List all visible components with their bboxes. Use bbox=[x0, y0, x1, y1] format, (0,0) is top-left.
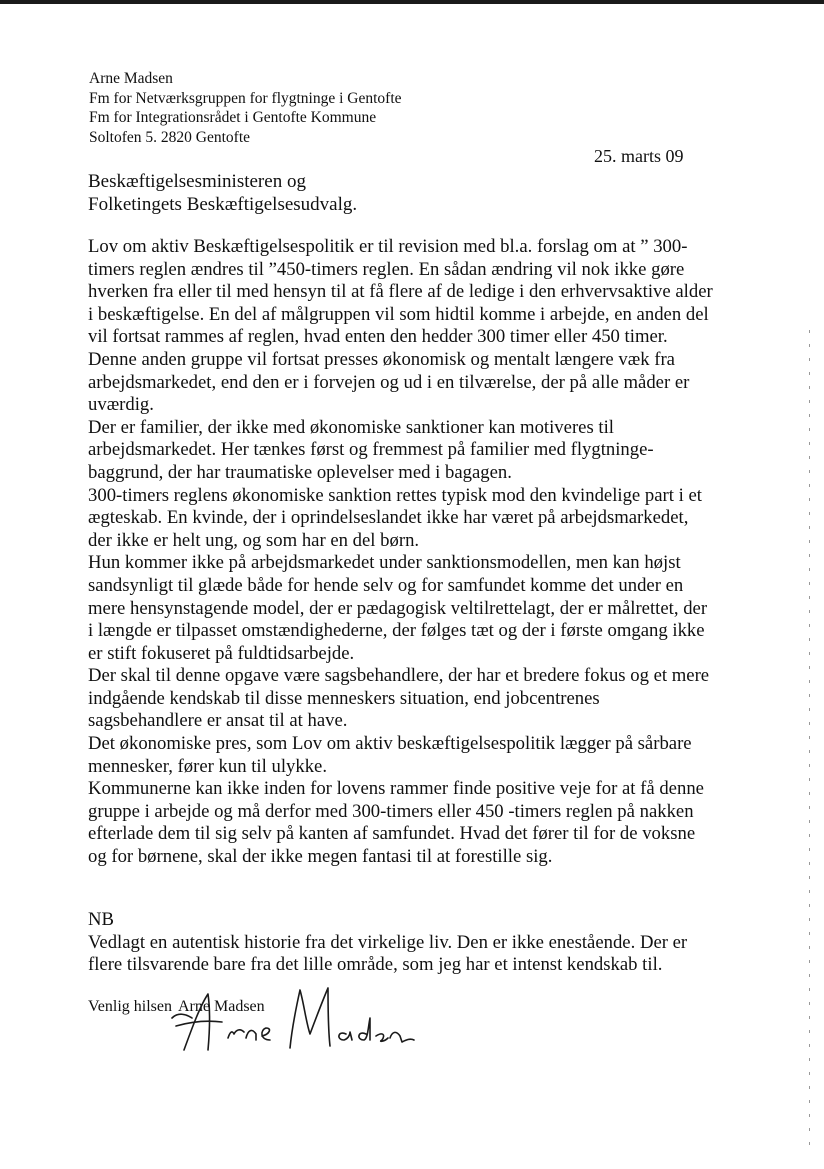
body-paragraph: Lov om aktiv Beskæftigelsespolitik er til revision med bl.a. forslag om at ” 300-timers reglen ændres til ”450-timers reglen. En sådan ændring vil nok ikke gøre hverken fra eller til med hensyn til at få flere af de ledige i den erhvervsaktive alder i beskæftigelse. En del af målgruppen vil som hidtil komme i arbejde, en anden del vil fortsat rammes af reglen, hvad enten den hedder 300 timer eller 450 timer. bbox=[88, 236, 713, 348]
recipient-line-1: Beskæftigelsesministeren og bbox=[88, 171, 306, 192]
body-paragraph: Der er familier, der ikke med økonomiske sanktioner kan motiveres til arbejdsmarkedet. Her tænkes først og fremmest på familier med flygtninge-baggrund, der har traumatiske oplevelser med i bagagen. bbox=[88, 416, 654, 483]
body-paragraph: Hun kommer ikke på arbejdsmarkedet under sanktionsmodellen, men kan højst sandsynligt til glæde både for hende selv og for samfundet komme det under en mere hensynstagende model, der er pædagogisk veltilrettelagt, der er målrettet, der i længde er tilpasset omstændighederne, der følges tæt og der i første omgang ikke er stift fokuseret på fuldtidsarbejde. bbox=[88, 552, 708, 664]
closing-name: Arne Madsen bbox=[178, 998, 265, 1015]
recipient-line-2: Folketingets Beskæftigelsesudvalg. bbox=[88, 193, 358, 215]
sender-address: Soltofen 5. 2820 Gentofte bbox=[89, 128, 251, 146]
handwritten-signature-icon bbox=[170, 978, 420, 1058]
scan-edge-right bbox=[809, 330, 810, 1150]
nb-block bbox=[88, 909, 716, 977]
body-paragraph: Kommunerne kan ikke inden for lovens rammer finde positive veje for at få denne gruppe i arbejde og må derfor med 300-timers eller 450 -timers reglen på nakken efterlade dem til sig selv på kanten af samfundet. Hvad det fører til for de voksne og for børnene, skal der ikke megen fantasi til at forestille sig. bbox=[88, 778, 704, 868]
sender-line-1: Fm for Netværksgruppen for flygtninge i Gentofte bbox=[89, 89, 402, 107]
body-paragraph: Der skal til denne opgave være sagsbehandlere, der har et bredere fokus og et mere indgående kendskab til disse menneskers situation, end jobcentrenes sagsbehandlere er ansat til at have. bbox=[88, 665, 710, 732]
closing-greeting: Venlig hilsen bbox=[88, 998, 172, 1015]
nb-heading: NB bbox=[88, 909, 114, 930]
recipient-block bbox=[88, 171, 357, 216]
body-paragraph: Denne anden gruppe vil fortsat presses økonomisk og mentalt længere væk fra arbejdsmarkedet, end den er i forvejen og ud i en tilværelse, der på alle måder er uværdig. bbox=[88, 348, 690, 416]
sender-name: Arne Madsen bbox=[89, 70, 173, 87]
scan-edge-top bbox=[0, 0, 824, 4]
body-paragraph: 300-timers reglens økonomiske sanktion rettes typisk mod den kvindelige part i et ægteskab. En kvinde, der i oprindelseslandet ikke har været på arbejdsmarkedet, der ikke er helt ung, og som har en del børn. bbox=[88, 484, 702, 551]
nb-text: Vedlagt en autentisk historie fra det virkelige liv. Den er ikke enestående. Der er flere tilsvarende bare fra det lille område, som jeg har et intenst kendskab til. bbox=[88, 931, 688, 976]
sender-block bbox=[89, 69, 402, 147]
letter-body bbox=[88, 236, 716, 869]
body-paragraph: Det økonomiske pres, som Lov om aktiv beskæftigelsespolitik lægger på sårbare mennesker, fører kun til ulykke. bbox=[88, 733, 692, 777]
letter-date: 25. marts 09 bbox=[594, 146, 684, 166]
sender-line-2: Fm for Integrationsrådet i Gentofte Kommune bbox=[89, 109, 377, 126]
